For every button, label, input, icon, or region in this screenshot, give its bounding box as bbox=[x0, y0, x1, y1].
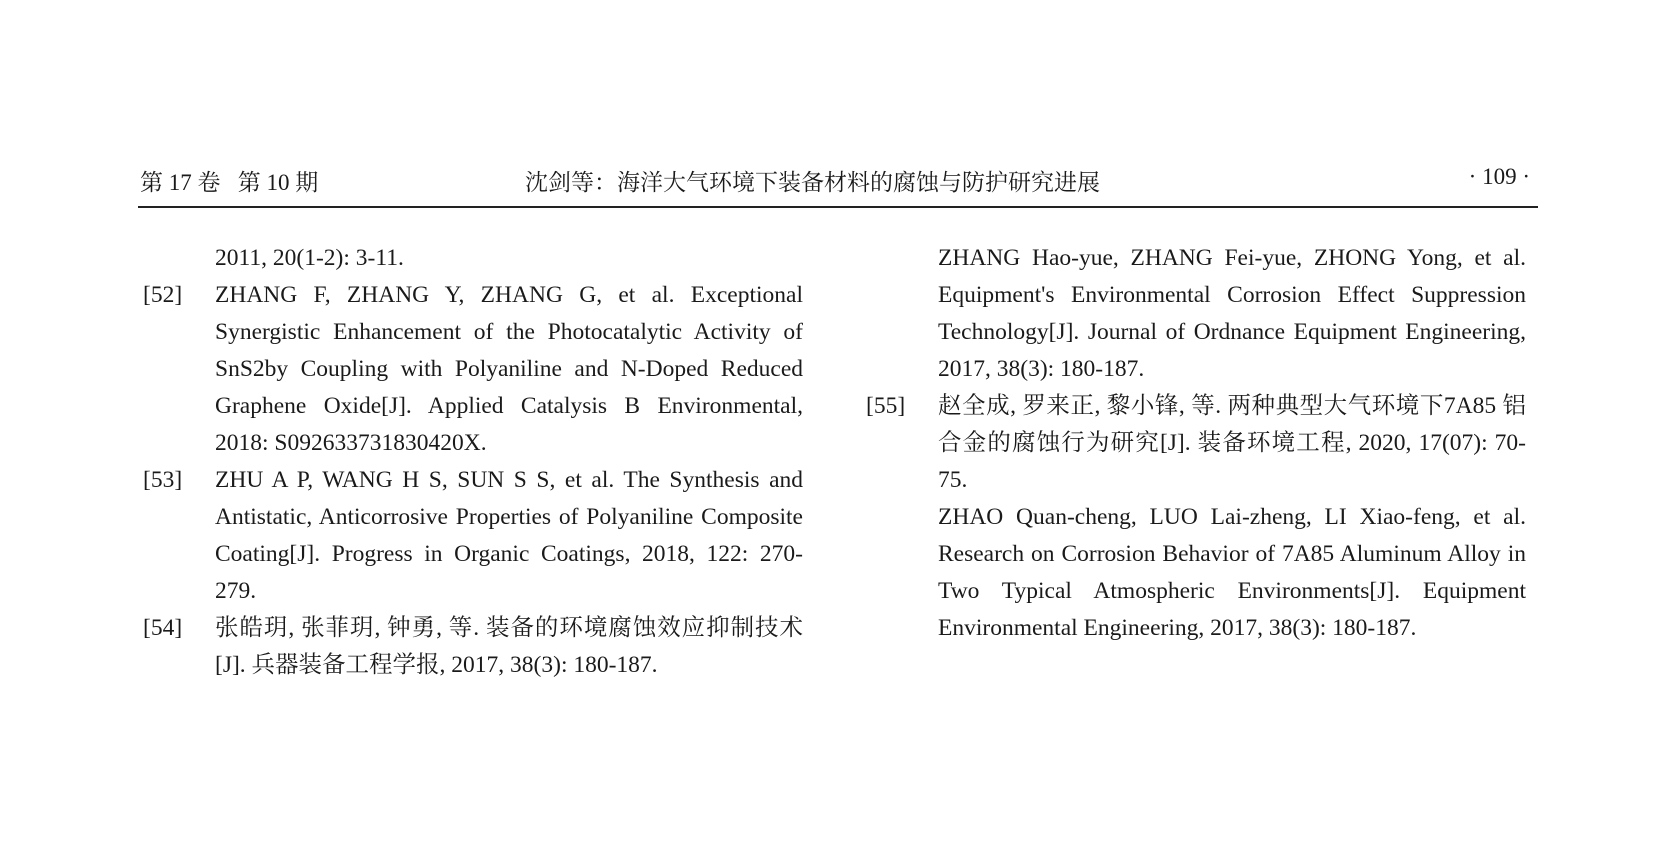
reference-continuation: 2011, 20(1-2): 3-11. bbox=[215, 245, 404, 271]
reference-number: [54] bbox=[143, 615, 183, 641]
reference-entry bbox=[143, 462, 803, 610]
right-column bbox=[866, 240, 1526, 647]
reference-translation: ZHAO Quan-cheng, LUO Lai-zheng, LI Xiao-feng, et al. Research on Corrosion Behavior of 7A85 Aluminum Alloy in Two Typical Atmospheric Environments[J]. Equipment Environmental Engineering, 2017, 38(3): 180-187. bbox=[938, 504, 1526, 641]
left-column bbox=[143, 240, 803, 684]
reference-number: [55] bbox=[866, 393, 906, 419]
reference-number: [52] bbox=[143, 282, 183, 308]
reference-text: 赵全成, 罗来正, 黎小锋, 等. 两种典型大气环境下7A85 铝合金的腐蚀行为研究[J]. 装备环境工程, 2020, 17(07): 70-75. bbox=[938, 393, 1526, 493]
header-rule bbox=[138, 206, 1538, 208]
running-header bbox=[140, 160, 1536, 200]
reference-entry bbox=[143, 277, 803, 462]
reference-text: ZHANG F, ZHANG Y, ZHANG G, et al. Exceptional Synergistic Enhancement of the Photocatalytic Activity of SnS2by Coupling with Polyaniline and N-Doped Reduced Graphene Oxide[J]. Applied Catalysis B Environmental, 2018: S092633731830420X. bbox=[215, 282, 803, 456]
page-number: · 109 · bbox=[1468, 164, 1530, 189]
reference-number: [53] bbox=[143, 467, 183, 493]
reference-text: ZHU A P, WANG H S, SUN S S, et al. The Synthesis and Antistatic, Anticorrosive Properties of Polyaniline Composite Coating[J]. Progress in Organic Coatings, 2018, 122: 270-279. bbox=[215, 467, 803, 604]
reference-continuation: ZHANG Hao-yue, ZHANG Fei-yue, ZHONG Yong, et al. Equipment's Environmental Corrosion Effect Suppression Technology[J]. Journal of Ordnance Equipment Engineering, 2017, 38(3): 180-187. bbox=[938, 245, 1526, 382]
reference-entry bbox=[143, 610, 803, 684]
volume-issue: 第 17 卷 第 10 期 bbox=[140, 170, 319, 195]
running-title: 沈剑等：海洋大气环境下装备材料的腐蚀与防护研究进展 bbox=[525, 170, 1100, 195]
reference-text: 张皓玥, 张菲玥, 钟勇, 等. 装备的环境腐蚀效应抑制技术[J]. 兵器装备工程学报, 2017, 38(3): 180-187. bbox=[215, 615, 803, 678]
reference-entry bbox=[866, 388, 1526, 647]
